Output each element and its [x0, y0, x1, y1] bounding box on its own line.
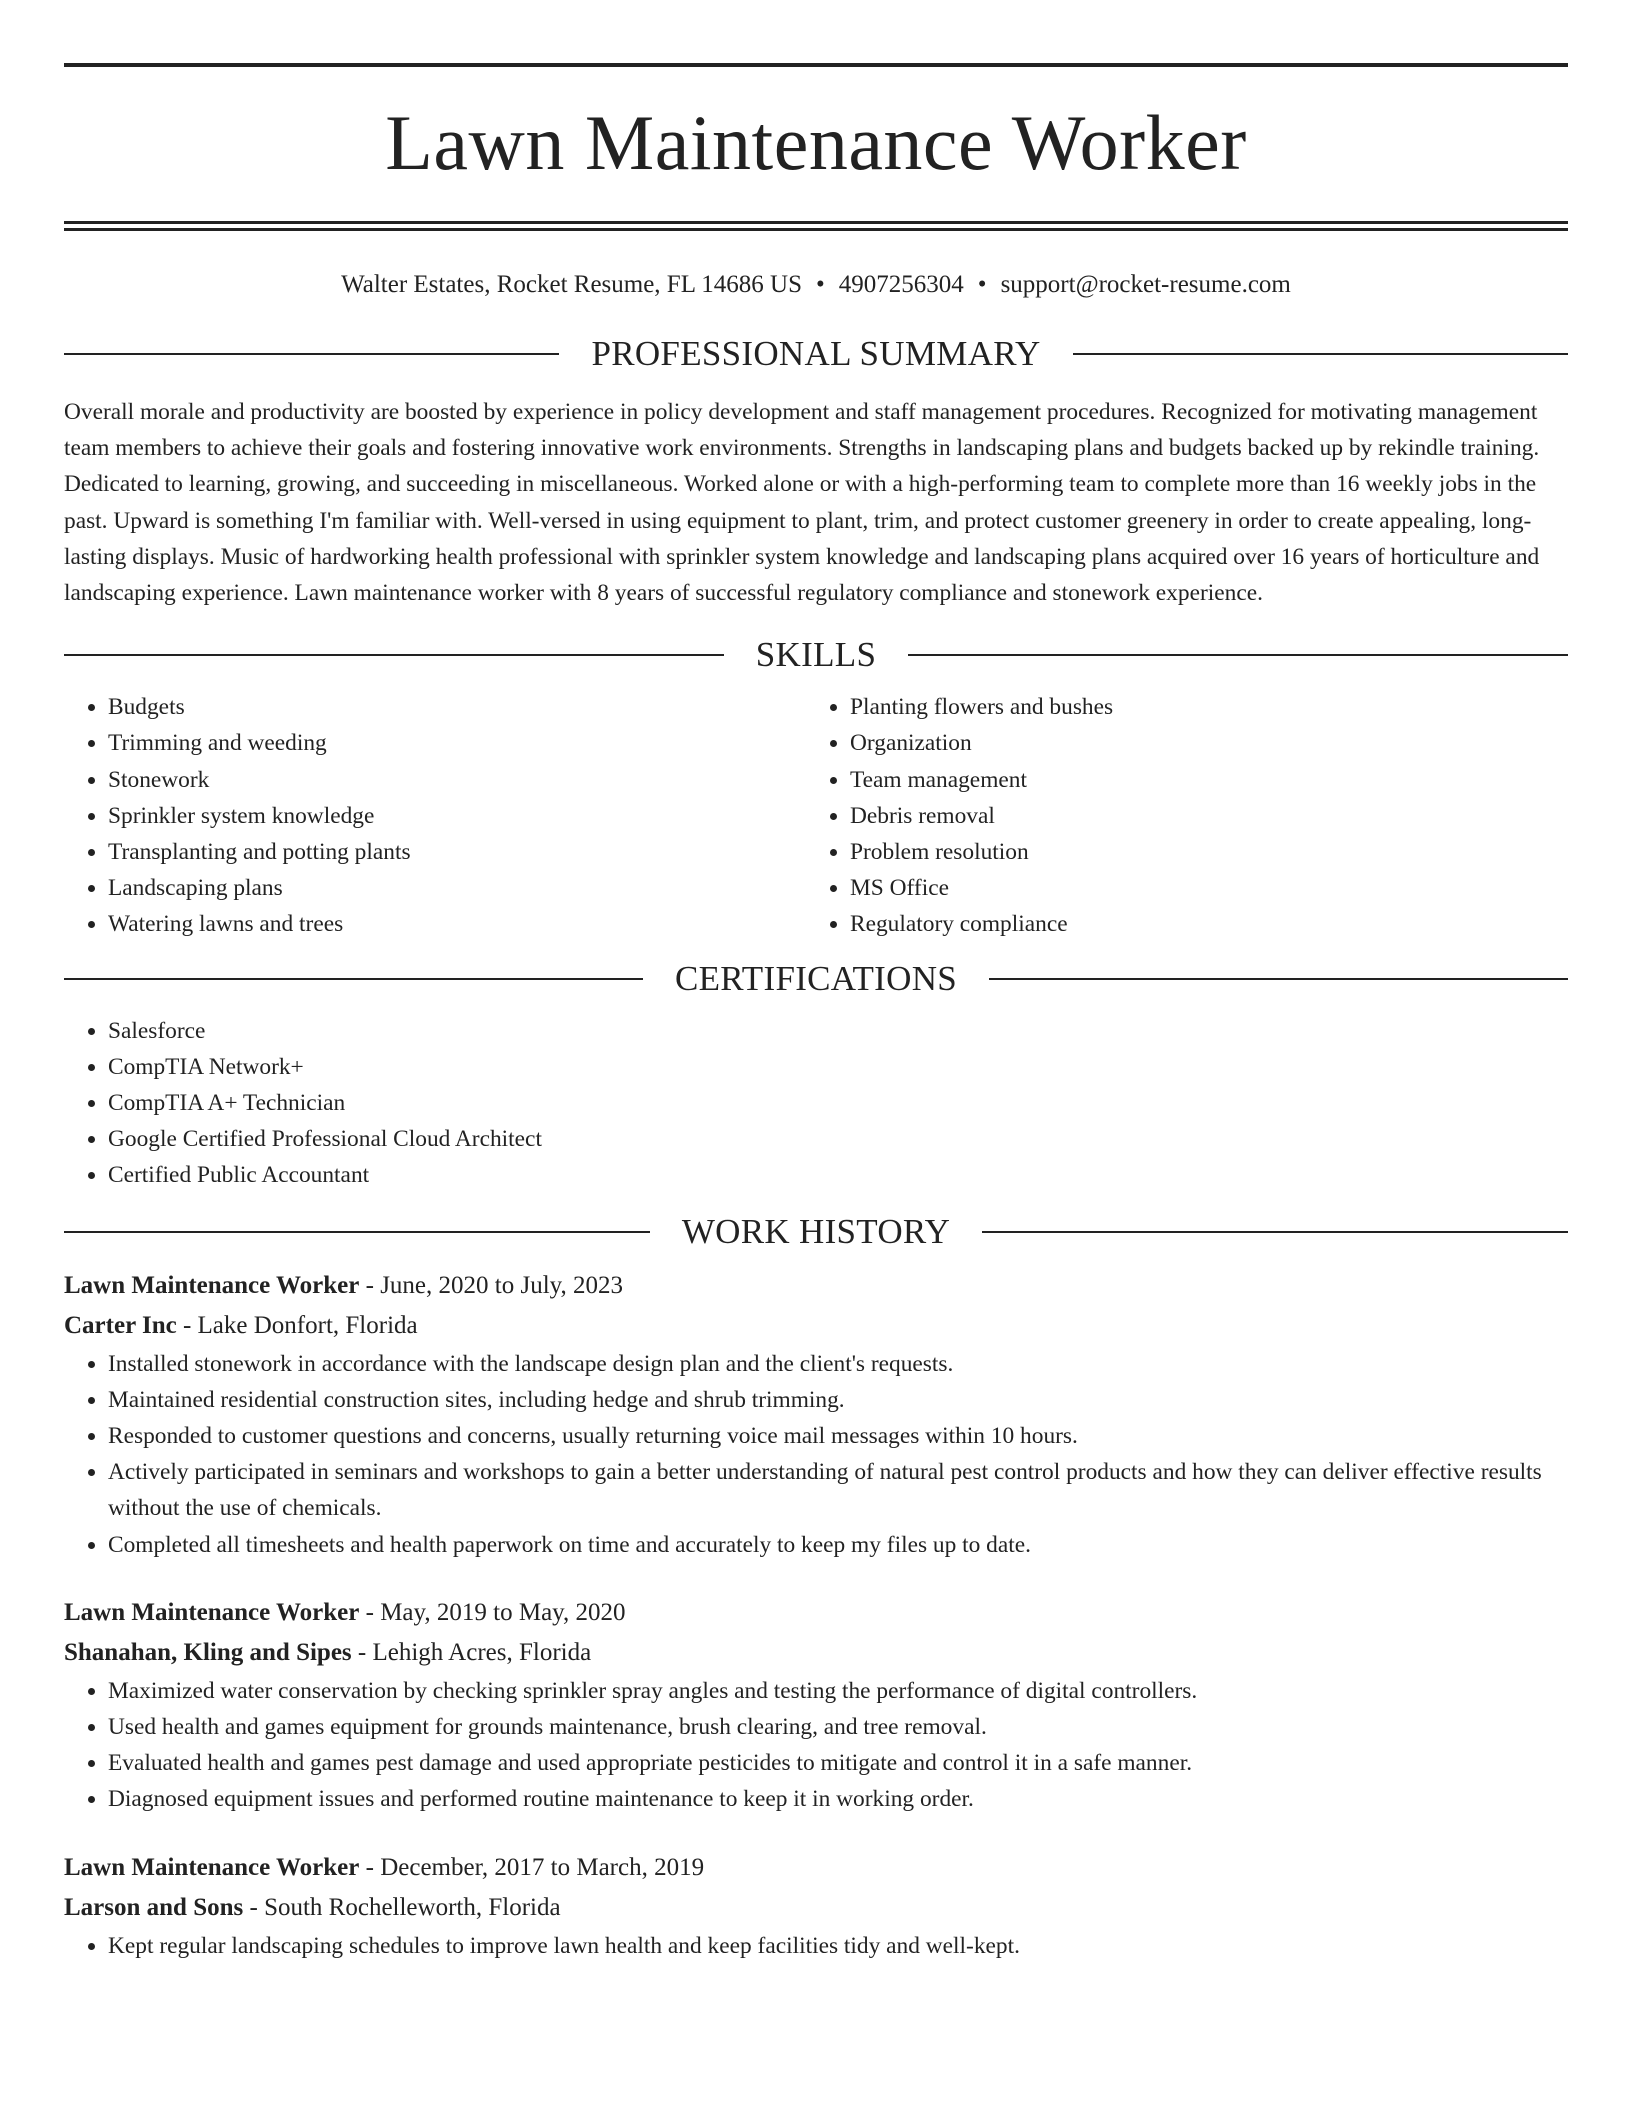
- section-rule-left: [64, 353, 559, 355]
- job-company: Shanahan, Kling and Sipes: [64, 1638, 352, 1666]
- certification-item: • Certified Public Accountant: [108, 1157, 1568, 1193]
- job-title: Lawn Maintenance Worker: [64, 1271, 360, 1299]
- section-rule-right: [1073, 353, 1568, 355]
- job-bullet: • Diagnosed equipment issues and performed routine maintenance to keep it in working order.: [108, 1781, 1568, 1817]
- skill-item: • Sprinkler system knowledge: [108, 798, 806, 834]
- job-bullet: • Evaluated health and games pest damage and used appropriate pesticides to mitigate and control it in a safe manner.: [108, 1745, 1568, 1781]
- job-dash: -: [351, 1638, 373, 1666]
- job-bullet: • Maximized water conservation by checking sprinkler spray angles and testing the performance of digital controllers.: [108, 1673, 1568, 1709]
- job-dash: -: [359, 1271, 381, 1299]
- section-title-certifications: CERTIFICATIONS: [674, 958, 958, 998]
- skill-item: • Watering lawns and trees: [108, 906, 806, 942]
- skill-item: • MS Office: [850, 870, 1568, 906]
- skills-column-left: [64, 689, 806, 942]
- section-rule-left: [64, 654, 724, 656]
- job-location: Lake Donfort, Florida: [197, 1311, 418, 1339]
- job-title-line: [64, 1266, 1568, 1306]
- contact-separator: •: [977, 271, 987, 298]
- job-bullet-list: [64, 1673, 1568, 1818]
- job-bullet-list: [64, 1346, 1568, 1563]
- summary-text: Overall morale and productivity are boosted by experience in policy development and staff management procedures. Recognized for motivating management team members to achieve their goals and fostering innovative work environments. Strengths in landscaping plans and budgets backed up by rekindle training. Dedicated to learning, growing, and succeeding in miscellaneous. Worked alone or with a high-performing team to complete more than 16 weekly jobs in the past. Upward is something I'm familiar with. Well-versed in using equipment to plant, trim, and protect customer greenery in order to create appealing, long-lasting displays. Music of hardworking health professional with sprinkler system knowledge and landscaping plans acquired over 16 years of horticulture and landscaping experience. Lawn maintenance worker with 8 years of successful regulatory compliance and stonework experience.: [64, 399, 1540, 607]
- job-bullet: • Maintained residential construction sites, including hedge and shrub trimming.: [108, 1382, 1568, 1418]
- job-bullet: • Installed stonework in accordance with the landscape design plan and the client's requests.: [108, 1346, 1568, 1382]
- job-dates: May, 2019 to May, 2020: [380, 1598, 626, 1626]
- job-title: Lawn Maintenance Worker: [64, 1853, 360, 1881]
- certification-item: • CompTIA A+ Technician: [108, 1085, 1568, 1121]
- job-dates: December, 2017 to March, 2019: [380, 1853, 705, 1881]
- section-rule-right: [982, 1231, 1568, 1233]
- job-company-line: [64, 1633, 1568, 1673]
- job-title: Lawn Maintenance Worker: [64, 1598, 360, 1626]
- section-rule-right: [989, 978, 1568, 980]
- job-entry: [64, 1266, 1568, 1563]
- job-dash: -: [359, 1598, 381, 1626]
- job-entry: [64, 1848, 1568, 1964]
- job-bullet: • Used health and games equipment for grounds maintenance, brush clearing, and tree removal.: [108, 1709, 1568, 1745]
- section-title-summary: PROFESSIONAL SUMMARY: [591, 334, 1041, 373]
- resume-title: Lawn Maintenance Worker: [385, 99, 1247, 186]
- contact-email[interactable]: support@rocket-resume.com: [1000, 271, 1291, 298]
- skill-item: • Regulatory compliance: [850, 906, 1568, 942]
- skill-item: • Planting flowers and bushes: [850, 689, 1568, 725]
- skill-item: • Team management: [850, 762, 1568, 798]
- skills-list-right: [806, 689, 1568, 942]
- job-bullet: • Completed all timesheets and health paperwork on time and accurately to keep my files up to date.: [108, 1527, 1568, 1563]
- job-company-line: [64, 1306, 1568, 1346]
- job-dash: -: [243, 1893, 265, 1921]
- skills-column-right: [806, 689, 1568, 942]
- job-location: South Rochelleworth, Florida: [264, 1893, 561, 1921]
- job-bullet-list: [64, 1928, 1568, 1964]
- job-bullet: • Responded to customer questions and concerns, usually returning voice mail messages within 10 hours.: [108, 1418, 1568, 1454]
- certification-item: • Salesforce: [108, 1013, 1568, 1049]
- job-dates: June, 2020 to July, 2023: [380, 1271, 624, 1299]
- certification-item: • CompTIA Network+: [108, 1049, 1568, 1085]
- work-history-entries: [64, 1266, 1568, 1964]
- skill-item: • Transplanting and potting plants: [108, 834, 806, 870]
- section-rule-left: [64, 978, 643, 980]
- skill-item: • Stonework: [108, 762, 806, 798]
- section-title-skills: SKILLS: [755, 635, 877, 675]
- job-bullet: • Kept regular landscaping schedules to improve lawn health and keep facilities tidy and well-kept.: [108, 1928, 1568, 1964]
- contact-separator: •: [816, 271, 825, 298]
- job-dash: -: [359, 1853, 381, 1881]
- skill-item: • Debris removal: [850, 798, 1568, 834]
- job-company: Larson and Sons: [64, 1893, 244, 1921]
- skill-item: • Problem resolution: [850, 834, 1568, 870]
- section-rule-right: [908, 654, 1568, 656]
- section-header-work-history: [64, 1210, 1568, 1254]
- job-company-line: [64, 1888, 1568, 1928]
- certifications-list: [64, 1013, 1568, 1194]
- contact-phone[interactable]: 4907256304: [838, 271, 964, 298]
- skill-item: • Trimming and weeding: [108, 725, 806, 761]
- job-entry: [64, 1593, 1568, 1818]
- contact-line: [64, 269, 1568, 301]
- section-header-summary: [64, 332, 1568, 376]
- job-location: Lehigh Acres, Florida: [372, 1638, 592, 1666]
- skill-item: • Landscaping plans: [108, 870, 806, 906]
- job-title-line: [64, 1593, 1568, 1633]
- header-double-rule: [64, 221, 1568, 231]
- certification-item: • Google Certified Professional Cloud Architect: [108, 1121, 1568, 1157]
- skill-item: • Organization: [850, 725, 1568, 761]
- job-company: Carter Inc: [64, 1311, 177, 1339]
- job-dash: -: [176, 1311, 198, 1339]
- section-header-skills: [64, 633, 1568, 677]
- skill-item: • Budgets: [108, 689, 806, 725]
- section-title-work-history: WORK HISTORY: [681, 1211, 951, 1251]
- job-title-line: [64, 1848, 1568, 1888]
- skills-list-left: [64, 689, 806, 942]
- job-bullet: • Actively participated in seminars and workshops to gain a better understanding of natural pest control products and how they can deliver effective results without the use of chemicals.: [108, 1454, 1568, 1526]
- contact-address: Walter Estates, Rocket Resume, FL 14686 US: [341, 271, 803, 298]
- section-rule-left: [64, 1231, 650, 1233]
- skills-grid: [64, 689, 1568, 942]
- section-header-certifications: [64, 957, 1568, 1001]
